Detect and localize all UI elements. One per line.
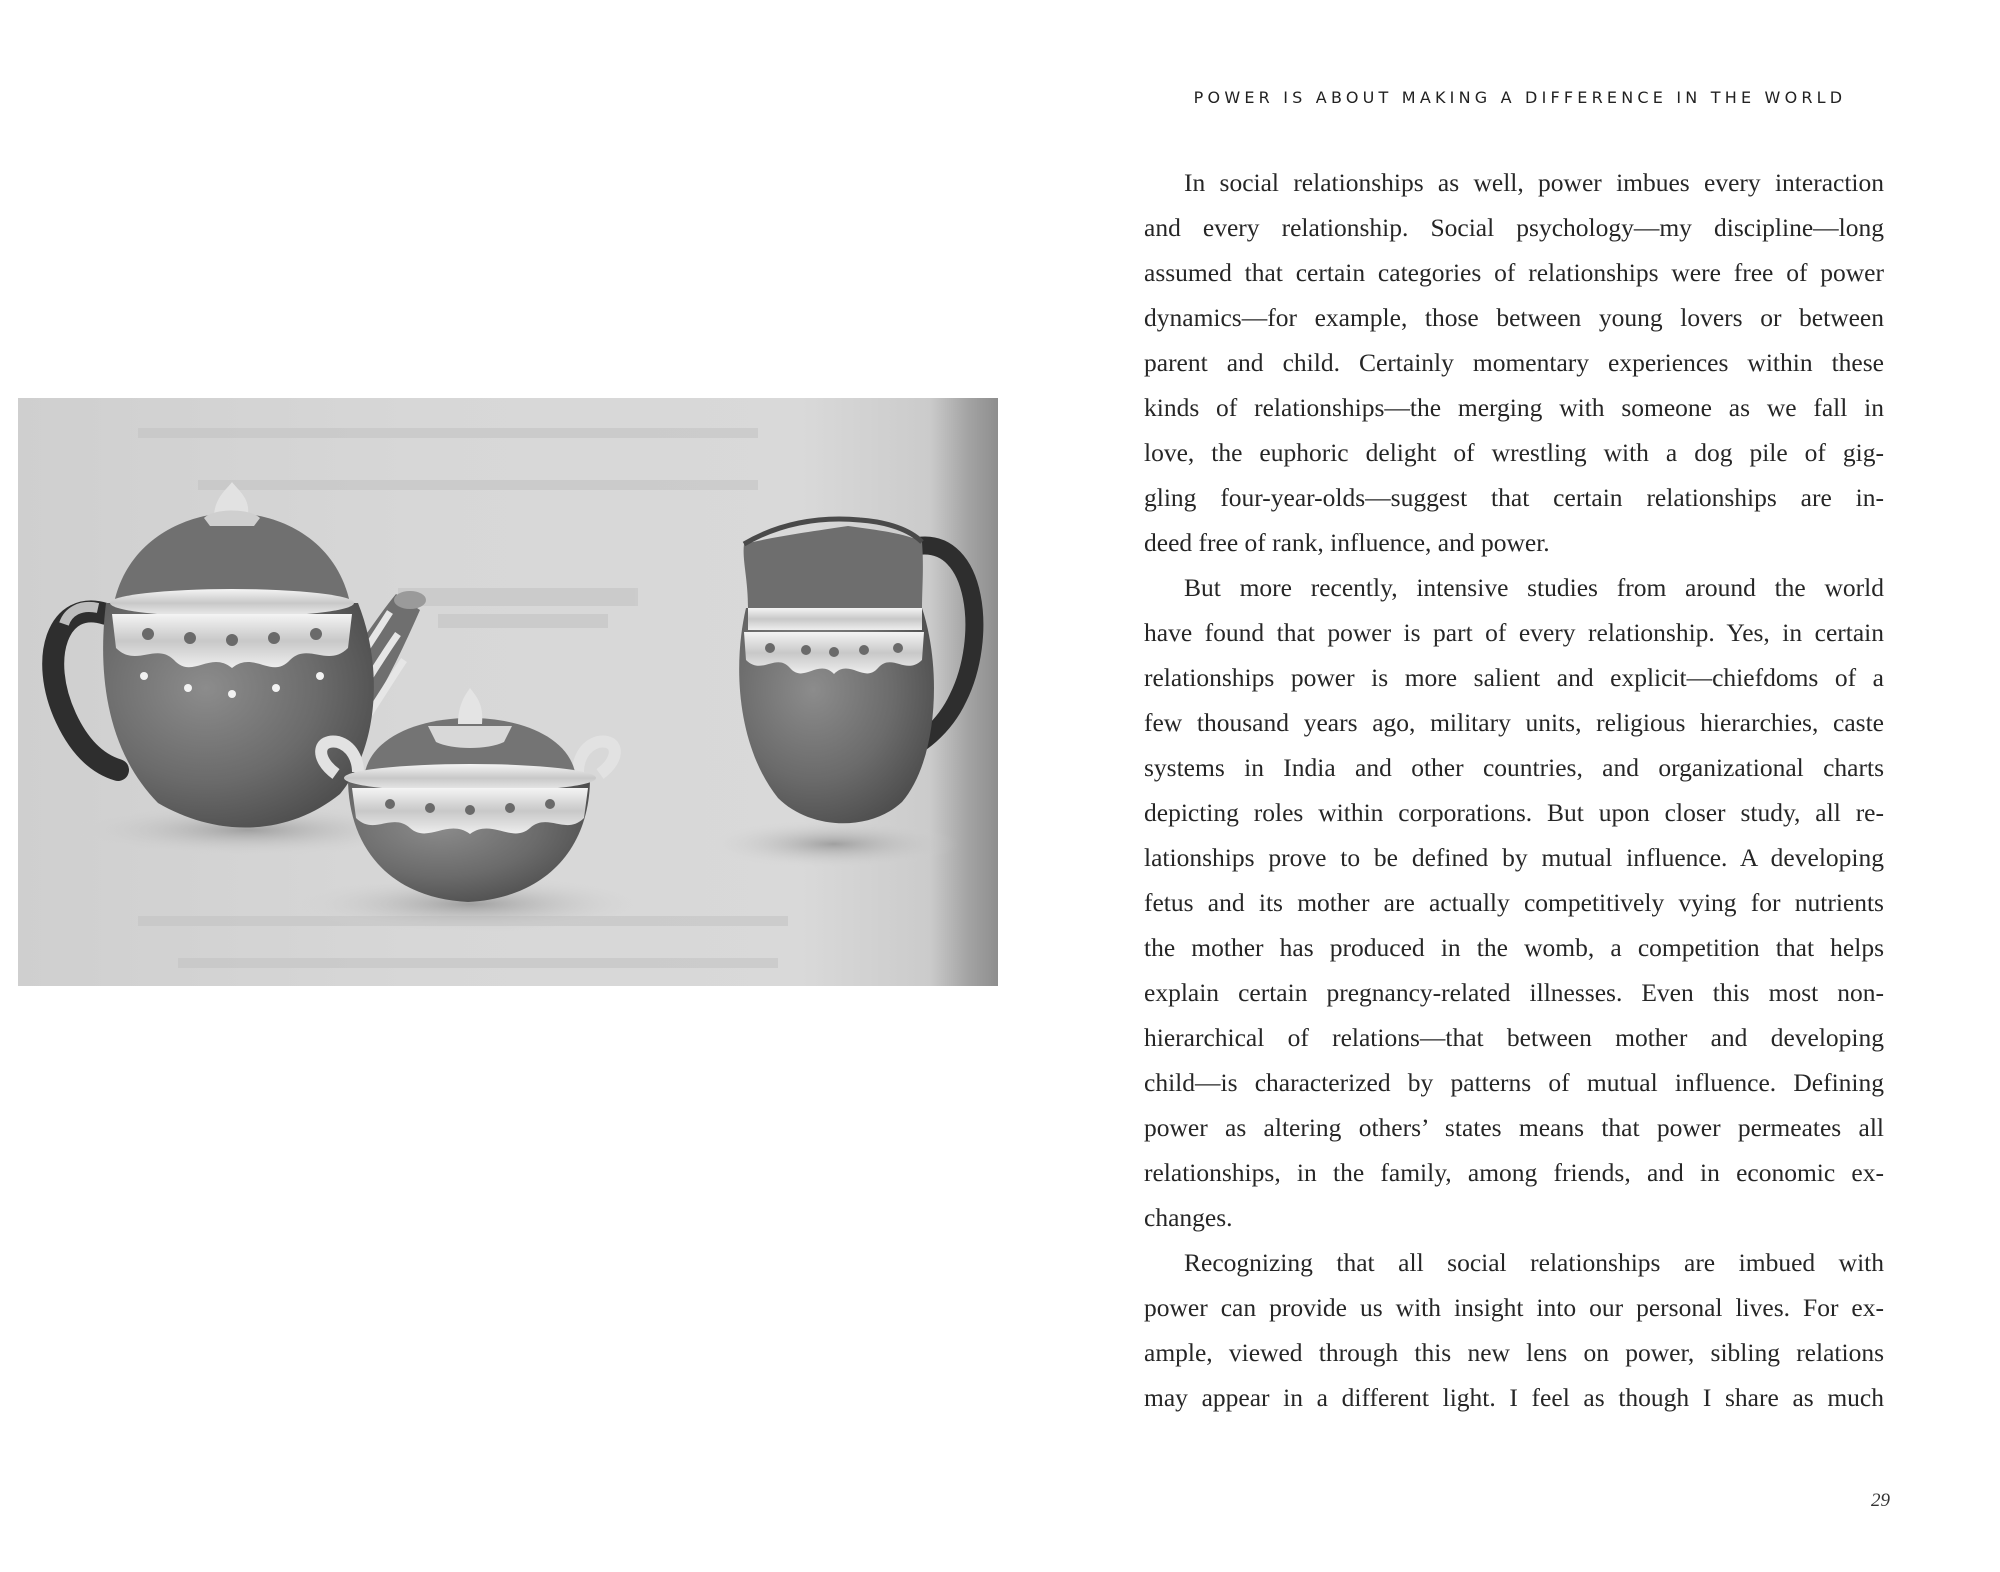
text-line: hierarchical of relations—that between mother and developing xyxy=(1144,1023,1884,1052)
text-line: lationships prove to be defined by mutual influence. A developing xyxy=(1144,843,1884,872)
text-line: explain certain pregnancy-related illnesses. Even this most non- xyxy=(1144,978,1884,1007)
cream-jug xyxy=(739,519,974,823)
text-line: ample, viewed through this new lens on power, sibling relations xyxy=(1144,1338,1884,1367)
text-line: may appear in a different light. I feel as though I share as much xyxy=(1144,1383,1884,1412)
page-number: 29 xyxy=(1871,1490,1890,1511)
text-line: Recognizing that all social relationships are imbued with xyxy=(1184,1248,1884,1277)
text-line: fetus and its mother are actually competitively vying for nutrients xyxy=(1144,888,1884,917)
body-text xyxy=(1144,160,1884,1420)
text-line: But more recently, intensive studies from around the world xyxy=(1184,573,1884,602)
text-line: few thousand years ago, military units, religious hierarchies, caste xyxy=(1144,708,1884,737)
text-line: relationships power is more salient and explicit—chiefdoms of a xyxy=(1144,663,1884,692)
text-line: kinds of relationships—the merging with someone as we fall in xyxy=(1144,393,1884,422)
text-line: dynamics—for example, those between young lovers or between xyxy=(1144,303,1884,332)
text-line: have found that power is part of every relationship. Yes, in certain xyxy=(1144,618,1884,647)
text-line: power as altering others’ states means that power permeates all xyxy=(1144,1113,1884,1142)
text-line: and every relationship. Social psychology—my discipline—long xyxy=(1144,213,1884,242)
text-line: child—is characterized by patterns of mutual influence. Defining xyxy=(1144,1068,1884,1097)
text-line: parent and child. Certainly momentary experiences within these xyxy=(1144,348,1884,377)
text-line: deed free of rank, influence, and power. xyxy=(1144,528,1550,557)
photo-icon xyxy=(18,398,998,986)
tea-set-photo xyxy=(18,398,998,986)
text-line: depicting roles within corporations. But upon closer study, all re- xyxy=(1144,798,1884,827)
text-line: the mother has produced in the womb, a competition that helps xyxy=(1144,933,1884,962)
text-line: love, the euphoric delight of wrestling with a dog pile of gig- xyxy=(1144,438,1884,467)
running-head: POWER IS ABOUT MAKING A DIFFERENCE IN THE WORLD xyxy=(1193,88,1847,107)
text-line: systems in India and other countries, and organizational charts xyxy=(1144,753,1884,782)
text-line: gling four-year-olds—suggest that certain relationships are in- xyxy=(1144,483,1884,512)
text-line: changes. xyxy=(1144,1203,1233,1232)
text-line: relationships, in the family, among friends, and in economic ex- xyxy=(1144,1158,1884,1187)
text-line: power can provide us with insight into our personal lives. For ex- xyxy=(1144,1293,1884,1322)
text-line: In social relationships as well, power imbues every interaction xyxy=(1184,168,1884,197)
text-line: assumed that certain categories of relationships were free of power xyxy=(1144,258,1884,287)
